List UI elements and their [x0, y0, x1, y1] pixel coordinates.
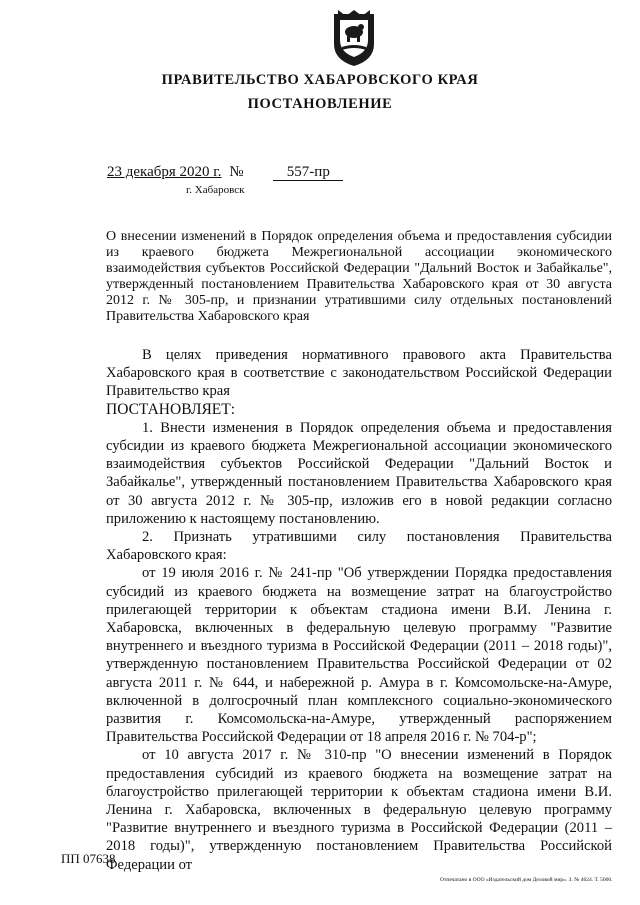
issue-city: г. Хабаровск	[186, 184, 245, 196]
document-number: 557-пр	[273, 164, 343, 181]
resolves-heading: ПОСТАНОВЛЯЕТ:	[106, 400, 236, 418]
preamble-paragraph: В целях приведения нормативного правового акта Правительства Хабаровского края в соответствие с законодательством Российской Федерации Правительство края	[106, 347, 612, 400]
document-date: 23 декабря 2020 г.	[107, 164, 222, 180]
document-type: ПОСТАНОВЛЕНИЕ	[247, 96, 393, 112]
item-2a-paragraph: от 19 июля 2016 г. № 241-пр "Об утверждении Порядка предоставления субсидий из краевого бюджета на возмещение затрат на благоустройство прилегающей территории к объектам стадиона имени В.И. Ленина г. Хабаровска, включенных в федеральную целевую программу "Развитие внутреннего и въездного туризма в Российской Федерации (2011 – 2018 годы)", утвержденную постановлением Правительства Российской Федерации от 02 августа 2011 г. № 644, и набережной р. Амура в г. Комсомольске-на-Амуре, включенной в долгосрочный план комплексного социально-экономического развития г. Комсомольска-на-Амуре, утвержденный распоряжением Правительства Российской Федерации от 18 апреля 2016 г. № 704-р";	[106, 565, 612, 746]
number-label: №	[229, 164, 244, 180]
item-2-paragraph: 2. Признать утратившими силу постановления Правительства Хабаровского края:	[106, 529, 612, 564]
item-1-paragraph: 1. Внести изменения в Порядок определения объема и предоставления субсидии из краевого бюджета Межрегиональной ассоциации экономического взаимодействия субъектов Российской Федерации "Дальний Восток и Забайкалье", утвержденный постановлением Правительства Хабаровского края от 30 августа 2012 г. № 305-пр, изложив его в новой редакции согласно приложению к настоящему постановлению.	[106, 419, 612, 527]
authority-title: ПРАВИТЕЛЬСТВО ХАБАРОВСКОГО КРАЯ	[161, 72, 479, 88]
footer-code: ПП 07638	[61, 851, 116, 866]
document-body	[106, 346, 612, 874]
date-number-line	[107, 164, 343, 181]
coat-of-arms-icon	[330, 10, 378, 68]
print-note: Отпечатано в ООО «Издательский дом Деловой мир». З. № 4624. Т. 5000.	[440, 877, 613, 883]
item-2b-paragraph: от 10 августа 2017 г. № 310-пр "О внесении изменений в Порядок предоставления субсидий из краевого бюджета на возмещение затрат на благоустройство прилегающей территории к объектам стадиона имени В.И. Ленина г. Хабаровска, включенных в федеральную целевую программу "Развитие внутреннего и въездного туризма в Российской Федерации (2011 – 2018 годы)", утвержденную постановлением Правительства Российской Федерации от	[106, 747, 612, 873]
document-subject: О внесении изменений в Порядок определения объема и предоставления субсидии из краевого бюджета Межрегиональной ассоциации экономического взаимодействия субъектов Российской Федерации "Дальний Восток и Забайкалье", утвержденный постановлением Правительства Хабаровского края от 30 августа 2012 г. № 305-пр, и признании утратившими силу отдельных постановлений Правительства Хабаровского края	[106, 229, 612, 324]
